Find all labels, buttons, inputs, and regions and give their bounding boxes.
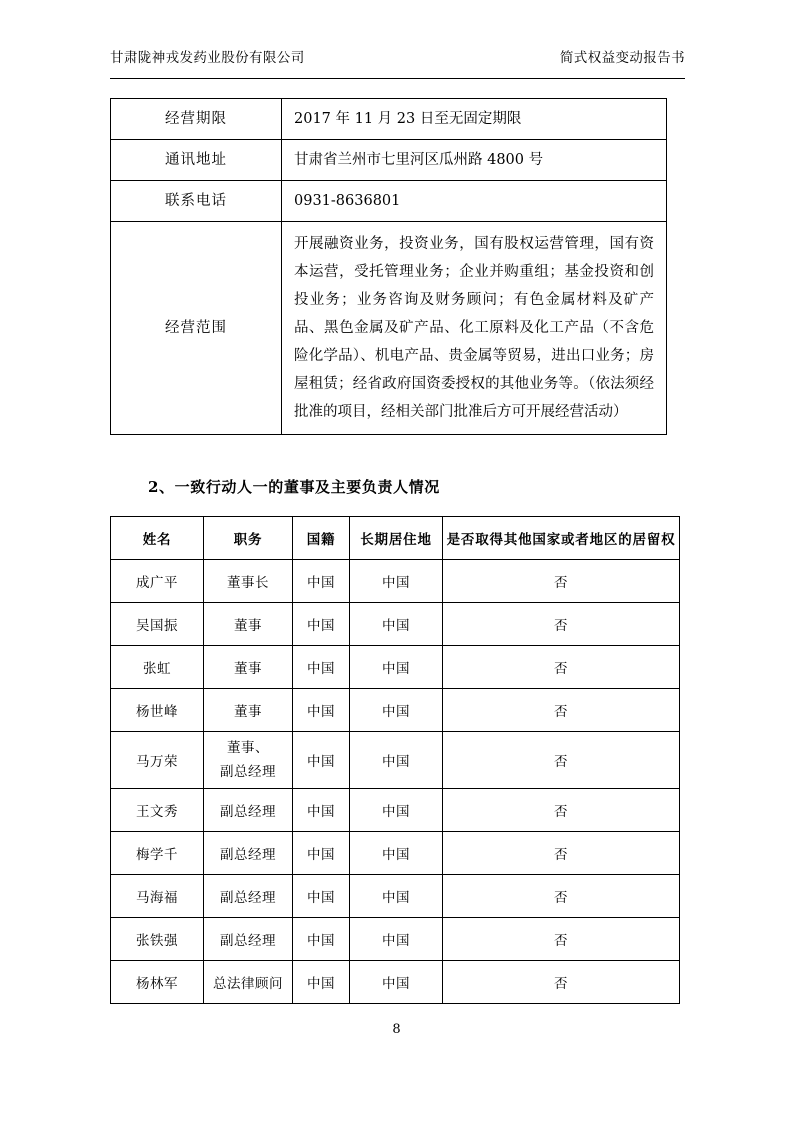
- cell-nationality: 中国: [293, 560, 350, 603]
- cell-nationality: 中国: [293, 918, 350, 961]
- table-row: [111, 560, 680, 603]
- cell-residence: 中国: [350, 560, 443, 603]
- cell-title: 副总经理: [204, 875, 293, 918]
- column-header-residence: 长期居住地: [350, 517, 443, 560]
- cell-residence: 中国: [350, 732, 443, 789]
- table-row: [111, 646, 680, 689]
- cell-permit: 否: [443, 560, 680, 603]
- column-header-permit: 是否取得其他国家或者地区的居留权: [443, 517, 680, 560]
- cell-permit: 否: [443, 689, 680, 732]
- cell-nationality: 中国: [293, 732, 350, 789]
- cell-residence: 中国: [350, 689, 443, 732]
- header-document-title: 简式权益变动报告书: [559, 50, 685, 66]
- cell-name: 成广平: [111, 560, 204, 603]
- header-divider: [110, 78, 685, 79]
- cell-nationality: 中国: [293, 961, 350, 1004]
- table-row: [111, 181, 667, 222]
- cell-title: 董事、 副总经理: [204, 732, 293, 789]
- cell-residence: 中国: [350, 875, 443, 918]
- cell-residence: 中国: [350, 918, 443, 961]
- cell-residence: 中国: [350, 832, 443, 875]
- cell-permit: 否: [443, 832, 680, 875]
- table-row: [111, 875, 680, 918]
- cell-title: 董事长: [204, 560, 293, 603]
- info-value-address: 甘肃省兰州市七里河区瓜州路 4800 号: [282, 140, 667, 181]
- table-row: [111, 832, 680, 875]
- table-row: [111, 222, 667, 435]
- table-row: [111, 918, 680, 961]
- cell-title: 董事: [204, 603, 293, 646]
- cell-permit: 否: [443, 875, 680, 918]
- cell-nationality: 中国: [293, 875, 350, 918]
- cell-name: 梅学千: [111, 832, 204, 875]
- info-label-address: 通讯地址: [111, 140, 282, 181]
- column-header-title: 职务: [204, 517, 293, 560]
- column-header-name: 姓名: [111, 517, 204, 560]
- cell-permit: 否: [443, 646, 680, 689]
- cell-title: 副总经理: [204, 832, 293, 875]
- page-number: 8: [392, 1022, 401, 1037]
- header-company-name: 甘肃陇神戎发药业股份有限公司: [110, 50, 305, 66]
- table-row: [111, 603, 680, 646]
- cell-title: 董事: [204, 646, 293, 689]
- cell-name: 杨林军: [111, 961, 204, 1004]
- info-label-business-scope: 经营范围: [111, 222, 282, 435]
- cell-name: 张铁强: [111, 918, 204, 961]
- info-label-business-term: 经营期限: [111, 99, 282, 140]
- table-row: [111, 689, 680, 732]
- directors-table: [110, 516, 680, 1004]
- cell-title: 副总经理: [204, 918, 293, 961]
- section-heading: 2、一致行动人一的董事及主要负责人情况: [148, 478, 440, 496]
- page-header: [110, 48, 685, 68]
- cell-name: 马海福: [111, 875, 204, 918]
- info-value-business-scope: 开展融资业务，投资业务，国有股权运营管理，国有资本运营，受托管理业务；企业并购重组；基金投资和创投业务；业务咨询及财务顾问；有色金属材料及矿产品、黑色金属及矿产品、化工原料及化工产品（不含危险化学品）、机电产品、贵金属等贸易，进出口业务；房屋租赁；经省政府国资委授权的其他业务等。（依法须经批准的项目，经相关部门批准后方可开展经营活动）: [282, 222, 667, 435]
- cell-nationality: 中国: [293, 832, 350, 875]
- cell-residence: 中国: [350, 789, 443, 832]
- table-header-row: [111, 517, 680, 560]
- table-row: [111, 961, 680, 1004]
- cell-residence: 中国: [350, 603, 443, 646]
- cell-permit: 否: [443, 603, 680, 646]
- cell-title: 总法律顾问: [204, 961, 293, 1004]
- table-row: [111, 99, 667, 140]
- cell-name: 王文秀: [111, 789, 204, 832]
- table-row: [111, 140, 667, 181]
- column-header-nationality: 国籍: [293, 517, 350, 560]
- cell-title: 副总经理: [204, 789, 293, 832]
- cell-title: 董事: [204, 689, 293, 732]
- cell-nationality: 中国: [293, 603, 350, 646]
- cell-name: 杨世峰: [111, 689, 204, 732]
- company-info-table: [110, 98, 667, 435]
- cell-permit: 否: [443, 732, 680, 789]
- cell-name: 吴国振: [111, 603, 204, 646]
- info-label-phone: 联系电话: [111, 181, 282, 222]
- info-value-phone: 0931-8636801: [282, 181, 667, 222]
- cell-permit: 否: [443, 789, 680, 832]
- cell-residence: 中国: [350, 646, 443, 689]
- cell-residence: 中国: [350, 961, 443, 1004]
- cell-nationality: 中国: [293, 789, 350, 832]
- cell-permit: 否: [443, 918, 680, 961]
- table-row: [111, 732, 680, 789]
- table-row: [111, 789, 680, 832]
- cell-name: 马万荣: [111, 732, 204, 789]
- cell-permit: 否: [443, 961, 680, 1004]
- cell-nationality: 中国: [293, 689, 350, 732]
- cell-nationality: 中国: [293, 646, 350, 689]
- cell-name: 张虹: [111, 646, 204, 689]
- info-value-business-term: 2017 年 11 月 23 日至无固定期限: [282, 99, 667, 140]
